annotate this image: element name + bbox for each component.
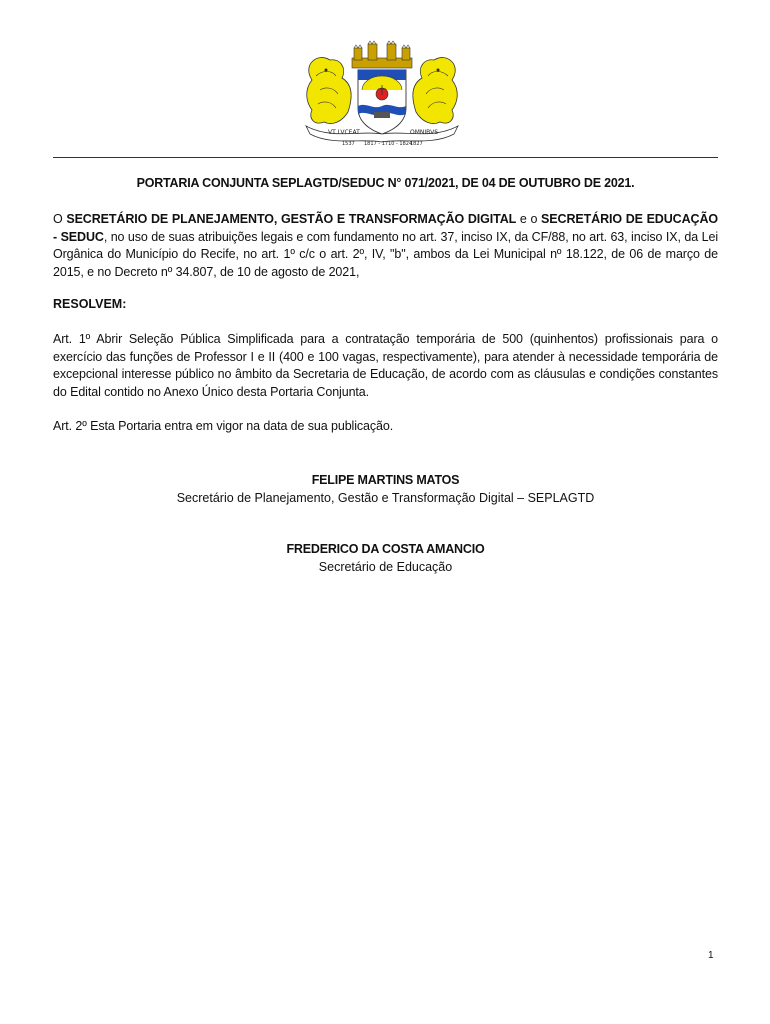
secretary-education: SECRETÁRIO DE EDUCAÇÃO - SEDUC xyxy=(53,212,718,244)
document-title: PORTARIA CONJUNTA SEPLAGTD/SEDUC N° 071/2021, DE 04 DE OUTUBRO DE 2021. xyxy=(136,176,635,190)
lion-right-icon xyxy=(413,58,457,124)
lion-left-icon xyxy=(307,58,351,124)
signatory-role: Secretário de Educação xyxy=(318,560,453,574)
crest-year-right: 1827 xyxy=(410,141,423,147)
signature-block-1 xyxy=(53,471,718,507)
shield-icon xyxy=(358,70,406,134)
intro-rest: , no uso de suas atribuições legais e com fundamento no art. 37, inciso IX, da CF/88, no art. 63, inciso IX, da Lei Orgânica do Município do Recife, no art. 1º c/c o art. 2º, IV, "b", ambos da Lei Municipal nº 18.122, de 06 de março de 2015, e no Decreto nº 34.807, de 10 de agosto de 2021, xyxy=(53,229,718,279)
crest-motto-right: OMNIBVS xyxy=(410,129,439,136)
article-1: Art. 1º Abrir Seleção Pública Simplificada para a contratação temporária de 500 (quinhentos) profissionais para o exercício das funções de Professor I e II (400 e 100 vagas, respectivamente), para atender à necessidade temporária de excepcional interesse público no âmbito da Secretaria de Educação, de acordo com as cláusulas e condições constantes do Edital contido no Anexo Único desta Portaria Conjunta. xyxy=(53,332,718,399)
signatory-name: FREDERICO DA COSTA AMANCIO xyxy=(286,542,485,556)
signatory-role: Secretário de Planejamento, Gestão e Transformação Digital – SEPLAGTD xyxy=(176,491,595,505)
crest-year-center: 1817 - 1710 - 1824 xyxy=(364,141,413,147)
signatory-name: FELIPE MARTINS MATOS xyxy=(311,473,460,487)
recife-coat-of-arms-logo xyxy=(292,30,472,154)
page-number: 1 xyxy=(708,950,714,961)
intro-paragraph xyxy=(53,211,718,281)
crest-motto-left: VT LVCEAT xyxy=(328,129,360,136)
secretary-planning: SECRETÁRIO DE PLANEJAMENTO, GESTÃO E TRANSFORMAÇÃO DIGITAL xyxy=(66,212,517,226)
header-divider xyxy=(53,157,718,158)
signature-block-2 xyxy=(53,540,718,576)
resolvem-heading: RESOLVEM: xyxy=(53,297,127,311)
crown-icon xyxy=(352,41,412,68)
intro-prefix: O xyxy=(53,212,67,226)
article-2: Art. 2º Esta Portaria entra em vigor na data de sua publicação. xyxy=(53,419,394,433)
crest-year-left: 1537 xyxy=(342,141,355,147)
intro-connector: e o xyxy=(516,212,542,226)
